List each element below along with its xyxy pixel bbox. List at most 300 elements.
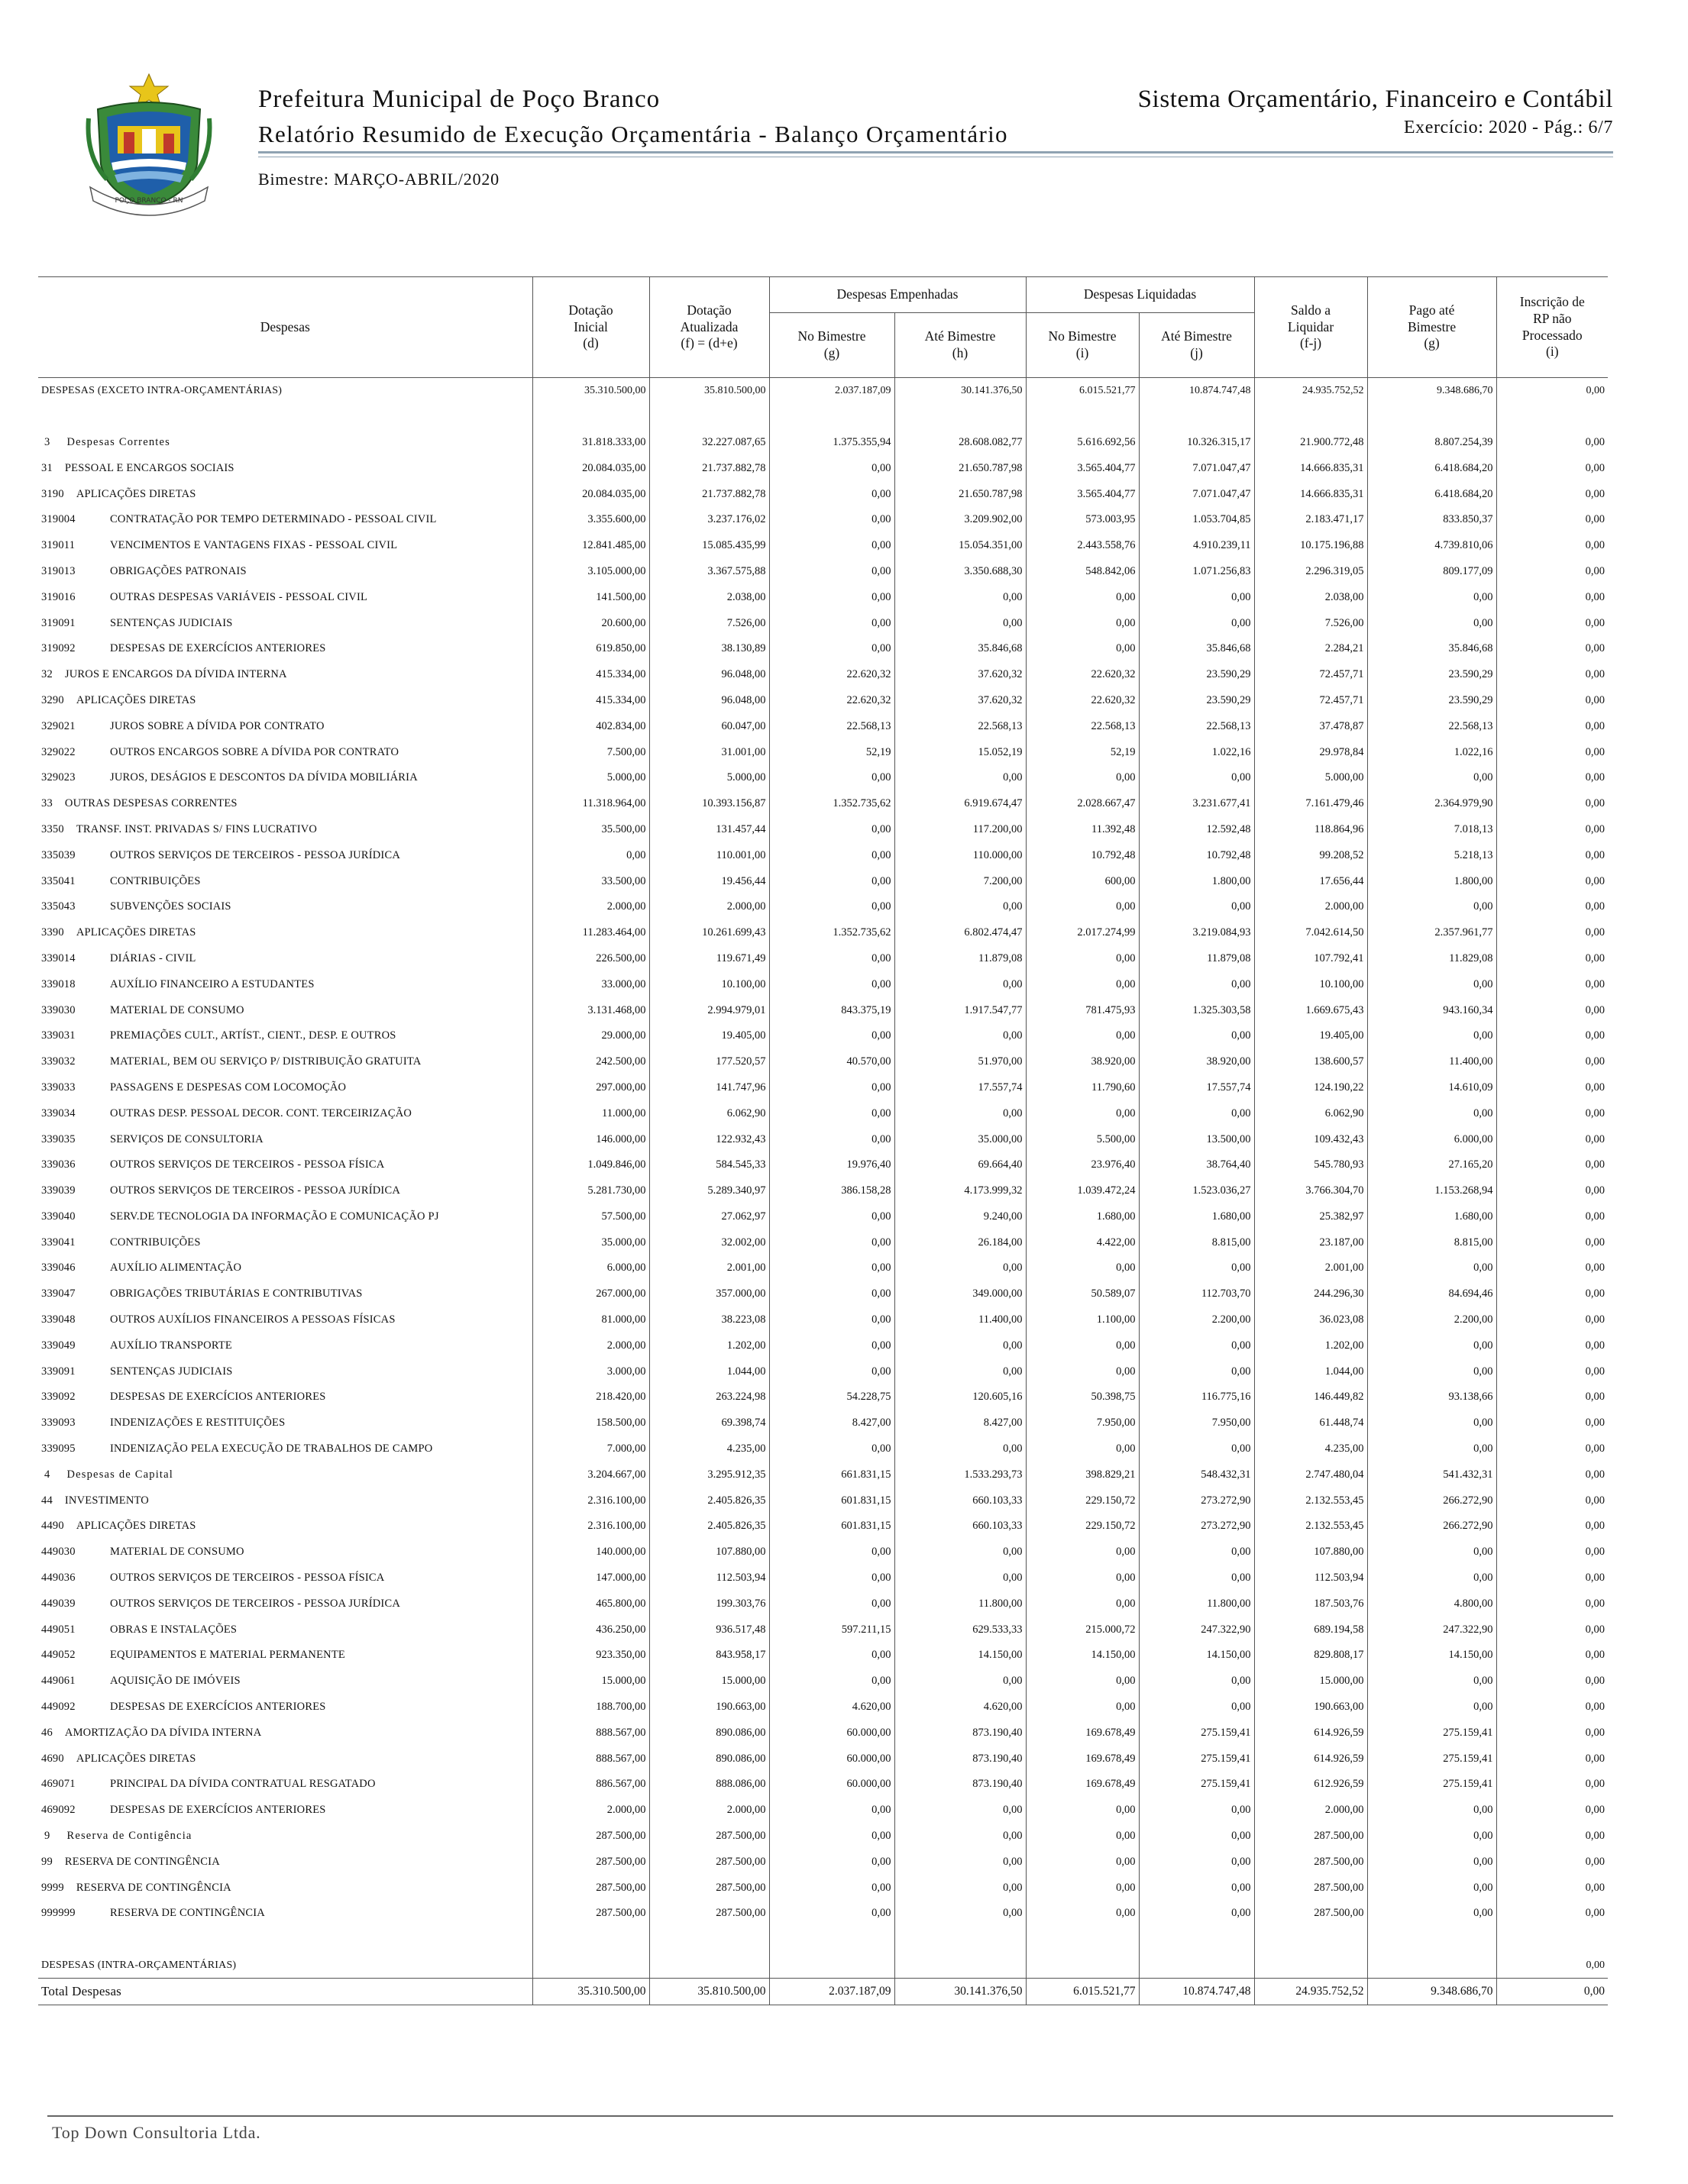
row-label: DESPESAS DE EXERCÍCIOS ANTERIORES [110, 1701, 326, 1714]
row-code: 31 [41, 461, 53, 474]
value-cell: 0,00 [769, 507, 894, 533]
value-cell: 2.316.100,00 [532, 1488, 649, 1514]
value-cell: 415.334,00 [532, 662, 649, 688]
value-cell: 600,00 [1026, 868, 1139, 894]
value-cell: 0,00 [1367, 1824, 1496, 1850]
value-cell: 0,00 [769, 1643, 894, 1669]
value-cell: 843.958,17 [649, 1643, 769, 1669]
table-row [38, 1023, 1608, 1049]
value-cell: 0,00 [1026, 584, 1139, 610]
value-cell: 24.935.752,52 [1254, 378, 1367, 404]
value-cell: 584.545,33 [649, 1152, 769, 1178]
value-cell: 23.590,29 [1367, 688, 1496, 714]
value-cell: 0,00 [1026, 1100, 1139, 1126]
value-cell: 0,00 [769, 636, 894, 662]
value-cell: 660.103,33 [894, 1488, 1026, 1514]
row-code: 339014 [41, 951, 76, 964]
row-description [38, 1023, 532, 1049]
row-code: 449039 [41, 1597, 76, 1610]
value-cell: 36.023,08 [1254, 1307, 1367, 1333]
value-cell: 57.500,00 [532, 1204, 649, 1230]
value-cell: 0,00 [1026, 765, 1139, 791]
value-cell: 0,00 [1026, 1255, 1139, 1281]
value-cell: 4.235,00 [1254, 1436, 1367, 1462]
row-code: 9 [44, 1830, 50, 1843]
row-description [38, 584, 532, 610]
value-cell: 0,00 [769, 559, 894, 585]
value-cell: 32.227.087,65 [649, 430, 769, 456]
row-label: OBRIGAÇÕES TRIBUTÁRIAS E CONTRIBUTIVAS [110, 1287, 363, 1300]
table-row [38, 868, 1608, 894]
row-label: CONTRIBUIÇÕES [110, 1236, 201, 1249]
value-cell: 215.000,72 [1026, 1617, 1139, 1643]
value-cell: 0,00 [1585, 487, 1606, 500]
value-cell: 37.620,32 [894, 662, 1026, 688]
value-cell: 287.500,00 [649, 1849, 769, 1875]
value-cell: 15.054.351,00 [894, 533, 1026, 559]
value-cell: 357.000,00 [649, 1281, 769, 1307]
row-description [38, 1410, 532, 1436]
value-cell: 0,00 [1585, 1236, 1606, 1249]
value-cell: 169.678,49 [1026, 1746, 1139, 1772]
value-cell [532, 1953, 649, 1979]
value-cell: 0,00 [1139, 1565, 1254, 1591]
table-row [38, 455, 1608, 481]
value-cell: 0,00 [1585, 1830, 1606, 1843]
table-body [38, 378, 1608, 2005]
row-code: 339039 [41, 1184, 76, 1197]
value-cell: 0,00 [1585, 1804, 1606, 1817]
value-cell: 545.780,93 [1254, 1152, 1367, 1178]
spacer-cell [38, 404, 532, 430]
table-row [38, 584, 1608, 610]
row-description [38, 1539, 532, 1565]
row-code: 339091 [41, 1365, 76, 1378]
value-cell: 0,00 [1026, 1333, 1139, 1359]
value-cell: 7.950,00 [1026, 1410, 1139, 1436]
col-header-liquidadas: Despesas Liquidadas [1026, 277, 1254, 313]
row-label: APLICAÇÕES DIRETAS [76, 1752, 196, 1765]
value-cell: 263.224,98 [649, 1384, 769, 1410]
value-cell: 23.590,29 [1139, 662, 1254, 688]
row-code: 4 [44, 1468, 50, 1481]
row-code: 319011 [41, 539, 76, 552]
row-code: 339032 [41, 1055, 76, 1068]
row-description [38, 610, 532, 636]
value-cell: 22.620,32 [769, 662, 894, 688]
row-code: 339093 [41, 1417, 76, 1430]
value-cell: 0,00 [1139, 894, 1254, 920]
value-cell: 110.001,00 [649, 842, 769, 868]
value-cell: 54.228,75 [769, 1384, 894, 1410]
row-label: OBRIGAÇÕES PATRONAIS [110, 564, 247, 577]
value-cell: 22.568,13 [894, 713, 1026, 739]
row-description [38, 868, 532, 894]
value-cell: 35.846,68 [1367, 636, 1496, 662]
value-cell: 0,00 [1139, 1695, 1254, 1720]
value-cell: 1.202,00 [649, 1333, 769, 1359]
col-header-saldo: Saldo a Liquidar (f-j) [1254, 277, 1367, 378]
value-cell: 612.926,59 [1254, 1772, 1367, 1798]
value-cell: 6.418.684,20 [1367, 481, 1496, 507]
row-label: VENCIMENTOS E VANTAGENS FIXAS - PESSOAL CIVIL [110, 539, 398, 552]
value-cell: 7.042.614,50 [1254, 920, 1367, 946]
row-code: 99 [41, 1855, 53, 1868]
table-row [38, 1204, 1608, 1230]
value-cell: 141.747,96 [649, 1075, 769, 1101]
value-cell: 3.131.468,00 [532, 997, 649, 1023]
value-cell: 0,00 [769, 533, 894, 559]
value-cell: 0,00 [1585, 461, 1606, 474]
table-row [38, 1281, 1608, 1307]
value-cell: 22.568,13 [1139, 713, 1254, 739]
footer-rule [47, 2115, 1613, 2117]
value-cell: 601.831,15 [769, 1488, 894, 1514]
value-cell: 0,00 [1585, 1158, 1606, 1171]
value-cell: 0,00 [769, 1126, 894, 1152]
value-cell: 273.272,90 [1139, 1488, 1254, 1514]
col-header-rp: Inscrição de RP não Processado (i) [1496, 277, 1608, 378]
row-label: PASSAGENS E DESPESAS COM LOCOMOÇÃO [110, 1081, 347, 1094]
value-cell: 5.289.340,97 [649, 1178, 769, 1204]
row-code: 449052 [41, 1649, 76, 1662]
value-cell: 23.590,29 [1139, 688, 1254, 714]
value-cell: 0,00 [532, 842, 649, 868]
value-cell: 122.932,43 [649, 1126, 769, 1152]
value-cell: 99.208,52 [1254, 842, 1367, 868]
value-cell: 110.000,00 [894, 842, 1026, 868]
row-label: APLICAÇÕES DIRETAS [76, 926, 196, 939]
value-cell: 187.503,76 [1254, 1591, 1367, 1617]
crest-ribbon-text: POÇO BRANCO - RN [115, 197, 183, 205]
value-cell: 1.800,00 [1367, 868, 1496, 894]
value-cell: 22.620,32 [1026, 688, 1139, 714]
value-cell: 229.150,72 [1026, 1514, 1139, 1539]
value-cell: 5.281.730,00 [532, 1178, 649, 1204]
value-cell: 0,00 [1585, 1107, 1606, 1119]
value-cell: 6.062,90 [649, 1100, 769, 1126]
row-label: OBRAS E INSTALAÇÕES [110, 1623, 238, 1636]
row-description [38, 1720, 532, 1746]
value-cell: 287.500,00 [1254, 1849, 1367, 1875]
value-cell: 415.334,00 [532, 688, 649, 714]
value-cell: 0,00 [1585, 1210, 1606, 1223]
table-row [38, 971, 1608, 997]
row-code: 339092 [41, 1391, 76, 1404]
value-cell: 0,00 [769, 584, 894, 610]
value-cell: 1.022,16 [1367, 739, 1496, 765]
value-cell: 112.503,94 [1254, 1565, 1367, 1591]
value-cell: 1.053.704,85 [1139, 507, 1254, 533]
row-code: 449051 [41, 1623, 76, 1636]
value-cell: 873.190,40 [894, 1746, 1026, 1772]
value-cell: 0,00 [1585, 564, 1606, 577]
value-cell: 0,00 [1585, 1752, 1606, 1765]
value-cell: 11.879,08 [1139, 946, 1254, 972]
value-cell: 2.443.558,76 [1026, 533, 1139, 559]
row-code: 449030 [41, 1546, 76, 1559]
row-description [38, 1617, 532, 1643]
table-row [38, 894, 1608, 920]
value-cell: 3.565.404,77 [1026, 481, 1139, 507]
table-row [38, 791, 1608, 817]
row-description [38, 946, 532, 972]
value-cell: 0,00 [894, 1849, 1026, 1875]
row-code: 339030 [41, 1003, 76, 1016]
value-cell: 0,00 [769, 842, 894, 868]
value-cell: 2.000,00 [649, 1798, 769, 1824]
row-label: DESPESAS DE EXERCÍCIOS ANTERIORES [110, 1804, 326, 1817]
value-cell: 3.105.000,00 [532, 559, 649, 585]
value-cell: 0,00 [1585, 513, 1606, 526]
value-cell: 38.920,00 [1139, 1049, 1254, 1075]
table-row [38, 1307, 1608, 1333]
value-cell: 0,00 [1585, 1003, 1606, 1016]
value-cell: 1.022,16 [1139, 739, 1254, 765]
value-cell: 0,00 [1139, 1100, 1254, 1126]
value-cell: 943.160,34 [1367, 997, 1496, 1023]
value-cell: 60.000,00 [769, 1772, 894, 1798]
value-cell: 15.052,19 [894, 739, 1026, 765]
value-cell: 0,00 [1585, 848, 1606, 861]
value-cell: 35.000,00 [532, 1229, 649, 1255]
row-label: JUROS E ENCARGOS DA DÍVIDA INTERNA [64, 668, 287, 681]
value-cell: 6.802.474,47 [894, 920, 1026, 946]
value-cell: 3.565.404,77 [1026, 455, 1139, 481]
table-row [38, 1075, 1608, 1101]
value-cell: 0,00 [1585, 435, 1606, 448]
row-description [38, 739, 532, 765]
value-cell: 21.650.787,98 [894, 455, 1026, 481]
value-cell: 0,00 [894, 1669, 1026, 1695]
value-cell: 0,00 [1026, 1824, 1139, 1850]
row-description [38, 455, 532, 481]
spacer-cell [532, 1927, 649, 1953]
row-code: 339048 [41, 1313, 76, 1326]
value-cell: 0,00 [1367, 765, 1496, 791]
row-label: OUTROS ENCARGOS SOBRE A DÍVIDA POR CONTRATO [110, 745, 399, 758]
value-cell: 0,00 [1026, 610, 1139, 636]
row-label: OUTRAS DESPESAS VARIÁVEIS - PESSOAL CIVIL [110, 590, 368, 603]
spacer-cell [1496, 1927, 1608, 1953]
row-description [38, 533, 532, 559]
value-cell: 297.000,00 [532, 1075, 649, 1101]
table-row [38, 1384, 1608, 1410]
value-cell [1026, 1953, 1139, 1979]
value-cell: 60.000,00 [769, 1746, 894, 1772]
value-cell: 0,00 [1026, 971, 1139, 997]
value-cell: 0,00 [1367, 894, 1496, 920]
value-cell: 548.842,06 [1026, 559, 1139, 585]
value-cell: 8.815,00 [1367, 1229, 1496, 1255]
value-cell: 8.427,00 [769, 1410, 894, 1436]
value-cell: 2.001,00 [649, 1255, 769, 1281]
value-cell: 0,00 [1585, 745, 1606, 758]
value-cell: 107.880,00 [649, 1539, 769, 1565]
value-cell: 8.427,00 [894, 1410, 1026, 1436]
table-row [38, 1591, 1608, 1617]
value-cell: 0,00 [1585, 951, 1606, 964]
table-row [38, 1643, 1608, 1669]
value-cell: 0,00 [1139, 1255, 1254, 1281]
row-description [38, 1333, 532, 1359]
value-cell: 0,00 [769, 1307, 894, 1333]
value-cell: 2.405.826,35 [649, 1514, 769, 1539]
value-cell: 1.917.547,77 [894, 997, 1026, 1023]
value-cell [1139, 1953, 1254, 1979]
spacer-cell [1026, 1927, 1139, 1953]
row-label: INDENIZAÇÃO PELA EXECUÇÃO DE TRABALHOS DE CAMPO [110, 1443, 433, 1455]
row-label: OUTROS AUXÍLIOS FINANCEIROS A PESSOAS FÍSICAS [110, 1313, 396, 1326]
value-cell: 109.432,43 [1254, 1126, 1367, 1152]
value-cell: 614.926,59 [1254, 1720, 1367, 1746]
value-cell: 22.568,13 [1367, 713, 1496, 739]
value-cell: 660.103,33 [894, 1514, 1026, 1539]
table-row [38, 1720, 1608, 1746]
row-code: 339036 [41, 1158, 76, 1171]
value-cell: 6.418.684,20 [1367, 455, 1496, 481]
value-cell: 4.910.239,11 [1139, 533, 1254, 559]
row-label: JUROS, DESÁGIOS E DESCONTOS DA DÍVIDA MOBILIÁRIA [110, 771, 418, 784]
value-cell: 2.183.471,17 [1254, 507, 1367, 533]
value-cell: 2.132.553,45 [1254, 1514, 1367, 1539]
row-label: Despesas de Capital [66, 1468, 174, 1481]
value-cell: 2.316.100,00 [532, 1514, 649, 1539]
value-cell: 6.000,00 [532, 1255, 649, 1281]
value-cell: 3.204.667,00 [532, 1462, 649, 1488]
total-row [38, 1979, 1608, 2005]
value-cell: 0,00 [894, 1359, 1026, 1384]
value-cell: 0,00 [1367, 1565, 1496, 1591]
col-header-dotacao-inicial: Dotação Inicial (d) [532, 277, 649, 378]
value-cell: 1.533.293,73 [894, 1462, 1026, 1488]
value-cell: 15.000,00 [532, 1669, 649, 1695]
value-cell: 0,00 [894, 1901, 1026, 1927]
table-row [38, 817, 1608, 843]
value-cell: 81.000,00 [532, 1307, 649, 1333]
value-cell: 20.084.035,00 [532, 481, 649, 507]
value-cell: 287.500,00 [1254, 1901, 1367, 1927]
value-cell: 0,00 [1585, 1443, 1606, 1455]
row-label: DIÁRIAS - CIVIL [110, 951, 196, 964]
row-description [38, 1875, 532, 1901]
row-label: MATERIAL DE CONSUMO [110, 1546, 244, 1559]
value-cell: 3.766.304,70 [1254, 1178, 1367, 1204]
value-cell: 2.296.319,05 [1254, 559, 1367, 585]
row-description [38, 1746, 532, 1772]
row-label: RESERVA DE CONTINGÊNCIA [64, 1855, 220, 1868]
row-code: 329021 [41, 719, 76, 732]
value-cell: 0,00 [894, 1824, 1026, 1850]
row-label: DESPESAS DE EXERCÍCIOS ANTERIORES [110, 642, 326, 655]
row-description [38, 765, 532, 791]
value-cell: 0,00 [1026, 1669, 1139, 1695]
row-code: 4490 [41, 1520, 64, 1533]
value-cell: 38.223,08 [649, 1307, 769, 1333]
value-cell: 35.310.500,00 [532, 378, 649, 404]
value-cell: 0,00 [1585, 1081, 1606, 1094]
value-cell: 244.296,30 [1254, 1281, 1367, 1307]
row-description [38, 997, 532, 1023]
value-cell: 147.000,00 [532, 1565, 649, 1591]
col-header-empenhadas-ate: Até Bimestre (h) [894, 313, 1026, 378]
value-cell: 0,00 [1139, 1875, 1254, 1901]
value-cell: 275.159,41 [1139, 1720, 1254, 1746]
value-cell: 35.846,68 [894, 636, 1026, 662]
value-cell: 0,00 [1585, 668, 1606, 681]
value-cell: 275.159,41 [1367, 1772, 1496, 1798]
row-code: 3 [44, 435, 50, 448]
value-cell: 0,00 [769, 1075, 894, 1101]
value-cell [769, 1953, 894, 1979]
value-cell: 0,00 [1585, 1417, 1606, 1430]
value-cell: 465.800,00 [532, 1591, 649, 1617]
value-cell: 11.829,08 [1367, 946, 1496, 972]
row-label: APLICAÇÕES DIRETAS [76, 487, 196, 500]
value-cell: 888.567,00 [532, 1746, 649, 1772]
value-cell: 2.038,00 [649, 584, 769, 610]
value-cell: 0,00 [769, 868, 894, 894]
row-label: Reserva de Contigência [66, 1830, 192, 1843]
spacer-cell [769, 1927, 894, 1953]
value-cell: 50.398,75 [1026, 1384, 1139, 1410]
row-label: Total Despesas [41, 1984, 121, 1999]
row-code: 339034 [41, 1107, 76, 1119]
row-label: MATERIAL DE CONSUMO [110, 1003, 244, 1016]
row-description [38, 1565, 532, 1591]
value-cell: 0,00 [1139, 971, 1254, 997]
value-cell: 0,00 [894, 765, 1026, 791]
value-cell: 15.000,00 [1254, 1669, 1367, 1695]
value-cell: 229.150,72 [1026, 1488, 1139, 1514]
value-cell: 0,00 [894, 1539, 1026, 1565]
row-code: 3390 [41, 926, 64, 939]
value-cell: 38.764,40 [1139, 1152, 1254, 1178]
value-cell: 0,00 [1585, 1597, 1606, 1610]
value-cell: 0,00 [1139, 1669, 1254, 1695]
row-label: APLICAÇÕES DIRETAS [76, 1520, 196, 1533]
value-cell: 107.792,41 [1254, 946, 1367, 972]
value-cell: 0,00 [1026, 1539, 1139, 1565]
table-row [38, 430, 1608, 456]
value-cell: 936.517,48 [649, 1617, 769, 1643]
value-cell: 10.874.747,48 [1139, 1979, 1254, 2005]
value-cell: 0,00 [1585, 1287, 1606, 1300]
spacer-cell [1367, 404, 1496, 430]
value-cell: 12.592,48 [1139, 817, 1254, 843]
value-cell: 35.500,00 [532, 817, 649, 843]
value-cell: 72.457,71 [1254, 688, 1367, 714]
value-cell: 6.919.674,47 [894, 791, 1026, 817]
value-cell: 0,00 [1026, 1436, 1139, 1462]
value-cell: 31.818.333,00 [532, 430, 649, 456]
value-cell: 6.015.521,77 [1026, 378, 1139, 404]
value-cell: 1.325.303,58 [1139, 997, 1254, 1023]
spacer-cell [1139, 1927, 1254, 1953]
value-cell: 0,00 [894, 1023, 1026, 1049]
value-cell: 11.392,48 [1026, 817, 1139, 843]
value-cell: 0,00 [1586, 1959, 1606, 1971]
row-description [38, 1436, 532, 1462]
spacer-cell [1496, 404, 1608, 430]
value-cell: 614.926,59 [1254, 1746, 1367, 1772]
value-cell: 1.800,00 [1139, 868, 1254, 894]
value-cell: 52,19 [769, 739, 894, 765]
row-label: SERV.DE TECNOLOGIA DA INFORMAÇÃO E COMUNICAÇÃO PJ [110, 1210, 439, 1223]
value-cell: 52,19 [1026, 739, 1139, 765]
value-cell: 2.357.961,77 [1367, 920, 1496, 946]
value-cell: 2.284,21 [1254, 636, 1367, 662]
